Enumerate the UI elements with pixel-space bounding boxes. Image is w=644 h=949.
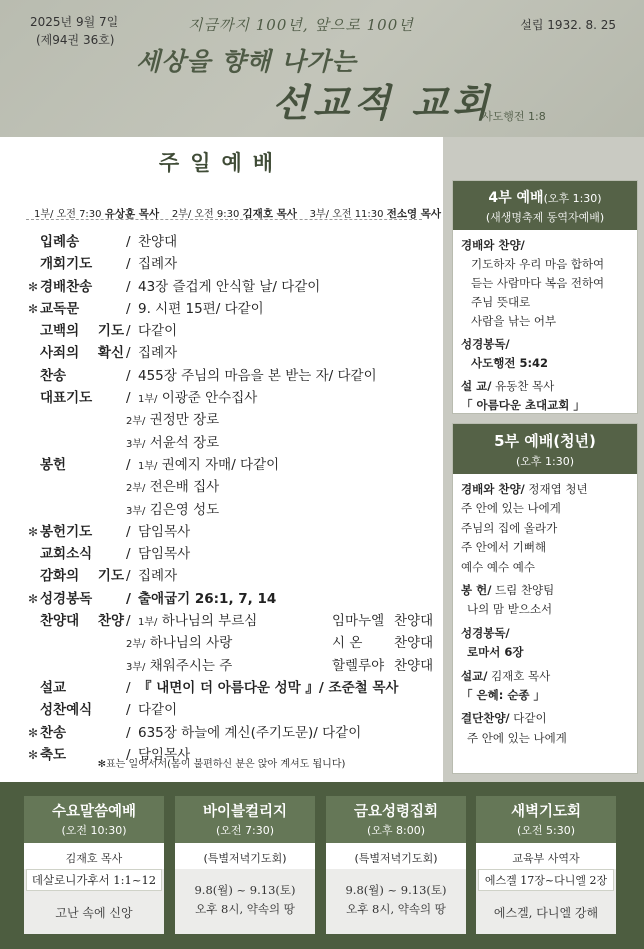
worship-item-label: 감화의 기도 <box>40 568 124 585</box>
separator: / <box>126 256 131 273</box>
item-text: 집례자 <box>138 256 178 273</box>
service4-sermon-label: 설 교/ <box>461 379 492 393</box>
item-text: 455장 주님의 마음을 본 받는 자/ 다같이 <box>138 367 377 384</box>
stand-marker: ✻ <box>28 524 39 539</box>
leader-name: 전소영 목사 <box>386 208 442 220</box>
worship-item-label: 교독문 <box>40 300 80 317</box>
item-text: 9. 시편 15편/ 다같이 <box>138 300 264 317</box>
service5-closing-label: 결단찬양/ <box>461 711 510 726</box>
leader-name: 김재호 목사 <box>242 208 297 220</box>
worship-item-row <box>28 409 438 431</box>
worship-item-value <box>138 722 361 744</box>
card-bible-college <box>175 796 315 934</box>
worship-item-value <box>138 699 177 721</box>
bulletin-header <box>0 0 644 137</box>
item-text: 출애굽기 26:1, 7, 14 <box>138 590 277 607</box>
worship-item-value <box>138 610 257 634</box>
item-text: 김은영 성도 <box>149 501 220 518</box>
worship-item-row <box>28 276 438 298</box>
stand-marker: ✻ <box>28 747 39 762</box>
worship-item-row <box>28 610 438 632</box>
worship-item-value <box>126 499 219 523</box>
worship-item-label: 찬송 <box>40 367 67 384</box>
worship-item-value <box>138 677 398 699</box>
sunday-service-panel <box>0 137 443 782</box>
worship-item-row <box>28 320 438 342</box>
worship-item-value <box>138 543 190 565</box>
part-label: 3부/ <box>126 438 146 450</box>
worship-item-row <box>28 699 438 721</box>
leader-time: 2부/ 오전 9:30 <box>171 209 240 220</box>
service5-offering-label: 봉 헌/ <box>461 583 492 598</box>
worship-item-label: 축도 <box>40 746 67 763</box>
worship-item-label: 교회소식 <box>40 546 93 563</box>
service5-title: 5부 예배(청년) <box>494 432 596 450</box>
worship-item-row <box>28 231 438 253</box>
worship-item-value <box>138 320 177 342</box>
separator: / <box>126 390 131 407</box>
worship-item-row <box>28 476 438 498</box>
worship-item-value <box>138 565 177 587</box>
card-topic: 오후 8시, 약속의 땅 <box>346 902 446 916</box>
separator: / <box>126 746 131 763</box>
separator: / <box>126 523 131 540</box>
separator: / <box>126 456 131 473</box>
service5-praise-label: 경배와 찬양/ <box>461 482 525 496</box>
worship-item-row <box>28 499 438 521</box>
item-text: 하나님의 부르심 <box>161 613 258 630</box>
part-label: 3부/ <box>126 505 146 517</box>
worship-item-label: 봉헌기도 <box>40 523 93 540</box>
card-time: (오전 7:30) <box>215 824 275 837</box>
leader-name: 유상훈 목사 <box>104 208 160 220</box>
item-text: 찬양대 <box>138 234 178 250</box>
part-label: 1부/ <box>138 460 158 472</box>
worship-item-row <box>28 521 438 543</box>
worship-item-row <box>28 655 438 677</box>
item-text: 담임목사 <box>138 546 191 563</box>
service5-closing-by: 다같이 <box>513 711 547 726</box>
praise-song: 예수 예수 예수 <box>461 559 535 574</box>
worship-item-value <box>138 276 320 298</box>
card-leader: 김재호 목사 <box>24 843 164 869</box>
worship-item-row <box>28 632 438 654</box>
worship-item-row <box>28 365 438 387</box>
praise-song: 주 안에서 기뻐해 <box>461 540 547 555</box>
worship-item-label: 입례송 <box>40 234 80 250</box>
order-of-worship <box>28 231 438 766</box>
separator: / <box>126 300 131 317</box>
service5-reading-label: 성경봉독/ <box>461 625 510 640</box>
service5-offering-song: 나의 맘 받으소서 <box>467 602 553 617</box>
item-text: 다같이 <box>138 702 178 719</box>
worship-item-label: 설교 <box>40 679 67 696</box>
worship-item-row <box>28 588 438 610</box>
service4-reading-label: 성경봉독/ <box>461 337 510 351</box>
worship-item-value <box>138 365 377 387</box>
worship-item-label: 고백의 기도 <box>40 323 124 340</box>
service4-subtitle: (새생명축제 동역자예배) <box>485 211 605 224</box>
stand-marker: ✻ <box>28 725 39 740</box>
service4-header <box>453 181 637 230</box>
worship-item-value <box>138 521 190 543</box>
card-date: 9.8(월) ~ 9.13(토) <box>345 883 447 897</box>
item-text: 서윤석 장로 <box>149 434 220 451</box>
service5-sermon-label: 설교/ <box>461 668 488 683</box>
header-title-line1: 세상을 향해 나가는 <box>136 47 357 76</box>
card-topic: 고난 속에 신앙 <box>55 906 133 920</box>
worship-item-label: 찬양대 찬양 <box>40 613 124 630</box>
card-dawn <box>476 796 616 934</box>
stand-marker: ✻ <box>28 301 39 316</box>
card-leader: 교육부 사역자 <box>476 843 616 869</box>
service5-time: (오후 1:30) <box>515 455 575 468</box>
worship-item-value <box>126 432 219 456</box>
service4-reading: 사도행전 5:42 <box>471 356 549 370</box>
praise-song: 주님 뜻대로 <box>471 295 531 309</box>
bulletin-volume: (제94권 36호) <box>36 33 115 47</box>
worship-item-row <box>28 253 438 275</box>
separator: / <box>126 367 131 384</box>
item-text: 43장 즐겁게 안식할 날/ 다같이 <box>138 278 321 295</box>
praise-song: 사람을 낚는 어부 <box>471 314 557 328</box>
service5-reading: 로마서 6장 <box>467 645 524 660</box>
part-label: 2부/ <box>126 416 146 428</box>
separator: / <box>126 613 131 630</box>
separator: / <box>126 278 131 295</box>
part-label: 1부/ <box>138 617 158 629</box>
praise-song: 듣는 사람마다 복음 전하여 <box>471 276 605 290</box>
service4-time: (오후 1:30) <box>543 192 602 205</box>
praise-song: 기도하자 우리 마음 합하여 <box>471 257 605 271</box>
item-text: 하나님의 사랑 <box>149 635 233 652</box>
separator: / <box>126 323 131 340</box>
part-label: 1부/ <box>138 394 158 406</box>
choir-name: 시 온 <box>332 635 363 652</box>
worship-item-label: 봉헌 <box>40 456 67 473</box>
service5-offering-by: 드림 찬양팀 <box>495 583 555 598</box>
worship-item-label: 찬송 <box>40 724 67 741</box>
service5-closing-song: 주 안에 있는 나에게 <box>467 730 567 745</box>
card-wednesday <box>24 796 164 934</box>
card-time: (오후 8:00) <box>366 824 426 837</box>
separator: / <box>126 590 131 607</box>
card-title: 수요말씀예배 <box>51 804 137 820</box>
worship-item-row <box>28 677 438 699</box>
header-verse: 사도행전 1:8 <box>482 110 546 123</box>
card-leader: (특별저녁기도회) <box>175 843 315 869</box>
header-title-line2: 선교적 교회 <box>272 80 493 125</box>
worship-item-row <box>28 565 438 587</box>
service4-sermon-title: 「 아름다운 초대교회 」 <box>461 398 585 412</box>
worship-item-label: 경배찬송 <box>40 278 93 295</box>
separator: / <box>126 568 131 585</box>
divider <box>26 219 422 220</box>
part-label: 3부/ <box>126 661 146 673</box>
page-title: 주일예배 <box>158 151 285 175</box>
item-text: 전은배 집사 <box>149 479 220 496</box>
separator: / <box>126 546 131 563</box>
part-label: 2부/ <box>126 483 146 495</box>
worship-item-value <box>126 476 219 500</box>
worship-item-label: 성경봉독 <box>40 590 93 607</box>
item-text: 채워주시는 주 <box>149 657 233 674</box>
worship-item-value <box>138 342 177 364</box>
service4-praise-label: 경배와 찬양/ <box>461 238 525 252</box>
card-topic: 에스겔, 다니엘 강해 <box>493 906 599 920</box>
choir-name: 할렐루야 <box>332 657 385 674</box>
item-text: 권정만 장로 <box>149 412 220 429</box>
part-label: 2부/ <box>126 639 146 651</box>
stand-marker: ✻ <box>28 591 39 606</box>
stand-marker: ✻ <box>28 279 39 294</box>
service5-header <box>453 424 637 474</box>
card-title: 새벽기도회 <box>510 804 582 820</box>
service4-box <box>452 180 638 414</box>
item-text: 집례자 <box>138 345 178 362</box>
worship-item-label: 개회기도 <box>40 256 93 273</box>
worship-item-label: 성찬예식 <box>40 702 93 719</box>
card-title: 바이블컬리지 <box>202 804 288 820</box>
praise-song: 주 안에 있는 나에게 <box>461 501 561 516</box>
service4-sermon-by: 유동찬 목사 <box>495 379 555 393</box>
worship-item-label: 대표기도 <box>40 390 93 407</box>
worship-item-value <box>138 454 279 478</box>
item-text: 담임목사 <box>138 523 191 540</box>
worship-item-row <box>28 387 438 409</box>
item-text: 담임목사 <box>138 746 191 763</box>
separator: / <box>126 702 131 719</box>
card-topic: 오후 8시, 약속의 땅 <box>195 902 295 916</box>
card-scripture: 데살로니가후서 1:1~12 <box>26 869 162 891</box>
item-text: 집례자 <box>138 568 178 585</box>
card-scripture: 에스겔 17장~다니엘 2장 <box>478 869 614 891</box>
card-time: (오전 10:30) <box>61 824 127 837</box>
worship-item-row <box>28 298 438 320</box>
weekly-services-band <box>0 782 644 949</box>
worship-item-row <box>28 454 438 476</box>
choir-suffix: 찬양대 <box>394 635 434 652</box>
worship-item-row <box>28 432 438 454</box>
worship-item-label: 사죄의 확신 <box>40 345 124 362</box>
card-leader: (특별저녁기도회) <box>326 843 466 869</box>
worship-item-row <box>28 722 438 744</box>
separator: / <box>126 345 131 362</box>
item-text: 권예지 자매/ 다같이 <box>161 456 280 473</box>
item-text: 이광준 안수집사 <box>161 390 258 407</box>
praise-song: 주님의 집에 올라가 <box>461 520 558 535</box>
choir-name: 임마누엘 <box>332 613 385 630</box>
separator: / <box>126 679 131 696</box>
worship-item-value <box>126 632 232 656</box>
item-text: 『 내면이 더 아름다운 성막 』/ 조준철 목사 <box>138 679 399 696</box>
worship-item-value <box>138 253 177 275</box>
bulletin-date: 2025년 9월 7일 <box>30 15 119 29</box>
worship-item-row <box>28 342 438 364</box>
worship-item-value <box>138 588 276 610</box>
worship-item-value <box>138 298 264 320</box>
leader-time: 3부/ 오전 11:30 <box>309 209 384 220</box>
item-text: 다같이 <box>138 323 178 340</box>
card-date: 9.8(월) ~ 9.13(토) <box>194 883 296 897</box>
service5-praise-by: 정재엽 청년 <box>528 482 588 496</box>
worship-item-row <box>28 543 438 565</box>
service5-box <box>452 423 638 774</box>
choir-suffix: 찬양대 <box>394 613 434 630</box>
leader-time: 1부/ 오전 7:30 <box>34 209 102 220</box>
worship-item-value <box>126 655 232 679</box>
established-date: 설립 1932. 8. 25 <box>520 18 616 32</box>
header-subtitle: 지금까지 100년, 앞으로 100년 <box>188 16 414 34</box>
choir-suffix: 찬양대 <box>394 657 434 674</box>
separator: / <box>126 724 131 741</box>
worship-item-value <box>138 387 257 411</box>
card-friday <box>326 796 466 934</box>
worship-item-value <box>138 231 177 253</box>
service4-title: 4부 예배 <box>488 190 544 206</box>
standing-note: ✻표는 일어서서(몸이 불편하신 분은 앉아 계셔도 됩니다) <box>97 759 346 770</box>
item-text: 635장 하늘에 계신(주기도문)/ 다같이 <box>138 724 362 741</box>
service5-sermon-title: 「 은혜: 순종 」 <box>461 688 546 703</box>
service5-sermon-by: 김재호 목사 <box>491 668 551 683</box>
card-title: 금요성령집회 <box>353 804 439 820</box>
card-time: (오전 5:30) <box>516 824 576 837</box>
worship-item-value <box>126 409 219 433</box>
separator: / <box>126 234 131 250</box>
